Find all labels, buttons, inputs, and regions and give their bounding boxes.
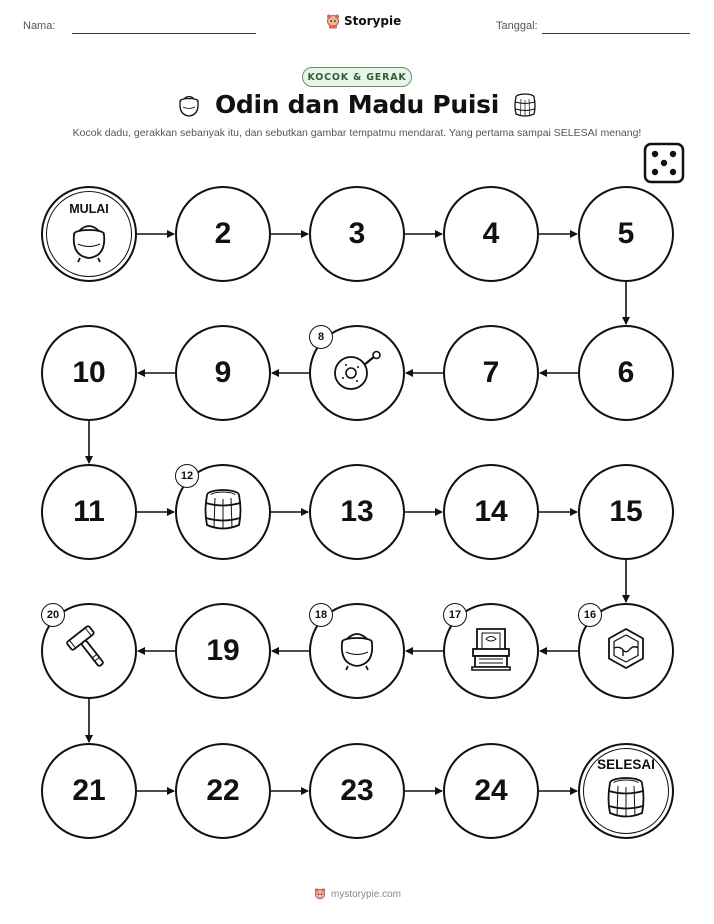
space-number-tag: 17 [443,603,467,627]
space-number-tag: 18 [309,603,333,627]
board-space-16[interactable] [578,603,674,699]
board-space-24[interactable] [443,743,539,839]
board-space-19[interactable] [175,603,271,699]
board-space-13[interactable] [309,464,405,560]
board-space-22[interactable] [175,743,271,839]
honeycomb-icon [604,626,648,676]
board-space-9[interactable] [175,325,271,421]
space-number: 6 [617,356,635,389]
instructions: Kocok dadu, gerakkan sebanyak itu, dan sebutkan gambar tempatmu mendarat. Yang pertama sampai SELESAI menang! [72,127,642,139]
finish-label: SELESAI [597,757,655,772]
space-number: 2 [214,217,232,250]
space-number-tag: 20 [41,603,65,627]
throne-icon [468,625,514,677]
space-number-tag: 12 [175,464,199,488]
cauldron-icon [334,626,380,676]
board-space-12[interactable] [175,464,271,560]
barrel-icon [604,775,648,825]
board-space-14[interactable] [443,464,539,560]
hammer-icon [66,625,112,677]
space-number: 23 [340,774,374,807]
footer-url[interactable]: mystorypie.com [330,888,401,900]
board-space-11[interactable] [41,464,137,560]
board-space-20[interactable] [41,603,137,699]
activity-badge: KOCOK & GERAK [302,67,412,87]
space-number: 4 [482,217,500,250]
space-number: 24 [474,774,508,807]
space-number: 7 [482,356,500,389]
space-number-tag: 8 [309,325,333,349]
barrel-icon [201,487,245,537]
board-space-15[interactable] [578,464,674,560]
storypie-mascot-icon [313,887,327,901]
space-number: 9 [214,356,232,389]
brand-name: Storypie [344,14,402,28]
start-label: MULAI [69,202,109,216]
space-number: 22 [206,774,240,807]
board-space-8[interactable] [309,325,405,421]
space-number: 19 [206,634,240,667]
footer [0,887,714,901]
board-space-3[interactable] [309,186,405,282]
space-number: 10 [72,356,106,389]
board-space-23[interactable] [309,743,405,839]
space-number: 3 [348,217,366,250]
board-space-7[interactable] [443,325,539,421]
board-space-2[interactable] [175,186,271,282]
board-space-18[interactable] [309,603,405,699]
board-space-21[interactable] [41,743,137,839]
finish-space[interactable] [578,743,674,839]
space-number: 13 [340,495,374,528]
space-number: 5 [617,217,635,250]
board-space-10[interactable] [41,325,137,421]
page-title: Odin dan Madu Puisi [214,90,500,119]
board-space-5[interactable] [578,186,674,282]
space-number: 21 [72,774,106,807]
start-space[interactable] [41,186,137,282]
space-number-tag: 16 [578,603,602,627]
space-number: 14 [474,495,508,528]
date-label: Tanggal: [496,20,538,32]
space-number: 15 [609,495,643,528]
grindstone-icon [331,348,383,398]
board-space-17[interactable] [443,603,539,699]
board-space-4[interactable] [443,186,539,282]
space-number: 11 [73,495,105,528]
name-label: Nama: [23,20,56,32]
cauldron-icon [66,218,112,268]
board-space-6[interactable] [578,325,674,421]
